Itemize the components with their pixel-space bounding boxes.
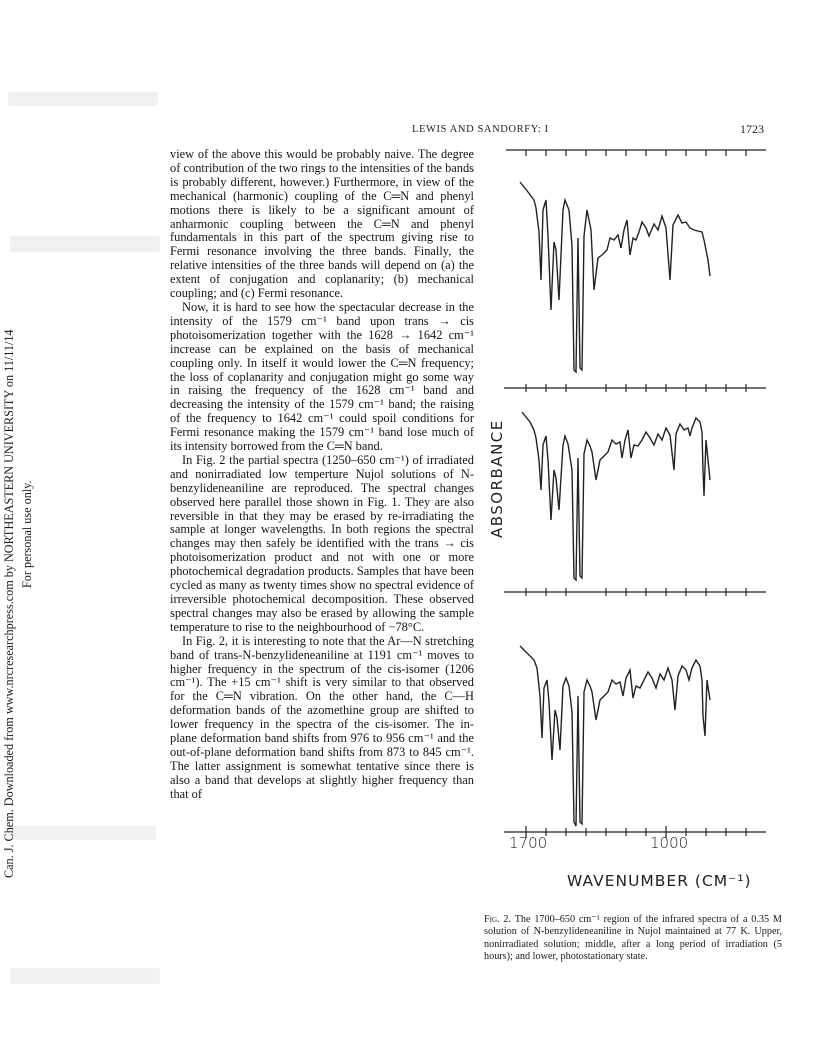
scan-smudge	[8, 826, 156, 840]
y-axis-label	[488, 419, 506, 539]
spectrum-upper-trace	[520, 182, 710, 372]
scan-smudge	[8, 92, 158, 106]
caption-figure-number: Fig. 2.	[484, 914, 512, 925]
paragraph: In Fig. 2, it is interesting to note that the Ar—N stretching band of trans-N-benzylideneaniline at 1191 cm⁻¹ moves to higher frequency in the spectrum of the cis-isomer (1206 cm⁻¹). The +15 cm⁻¹ shift is very similar to that observed for the C═N vibration. On the other hand, the C—H deformation bands of the azomethine group are shifted to lower frequency in the spectra of the cis-isomer. The in-plane deformation band shifts from 976 to 956 cm⁻¹ and the out-of-plane deformation band shifts from 873 to 845 cm⁻¹. The latter assignment is somewhat tentative since there is also a band that develops at slightly higher frequency than that of	[170, 633, 474, 801]
paragraph: view of the above this would be probably naive. The degree of contribution of the two rings to the intensities of the bands is probably different, however.) Furthermore, in view of the mechanical (harmonic) coupling of the C═N and phenyl motions there is likely to be a significant amount of anharmonic coupling between the C═N and phenyl fundamentals in this part of the spectrum giving rise to Fermi resonance involving the three bands. Finally, the relative intensities of the three bands will depend on (a) the extent of conjugation and coplanarity; (b) mechanical coupling; and (c) Fermi resonance.	[170, 147, 474, 301]
personal-use-notice: For personal use only.	[20, 480, 34, 588]
paragraph: Now, it is hard to see how the spectacular decrease in the intensity of the 1579 cm⁻¹ band upon trans → cis photoisomerization together with the 1628 → 1642 cm⁻¹ increase can be explained on the basis of mechanical coupling only. In itself it would lower the C═N frequency; the loss of coplanarity and conjugation might go some way in raising the frequency of the 1628 cm⁻¹ band and decreasing the intensity of the 1579 cm⁻¹ band; the raising of the frequency to 1642 cm⁻¹ could spoil conditions for Fermi resonance making the 1579 cm⁻¹ band lose much of its intensity borrowed from the C═N band.	[170, 299, 474, 454]
body-text-column	[170, 148, 474, 802]
spectra-plot	[484, 140, 784, 900]
download-notice	[2, 329, 34, 878]
x-axis-label: WAVENUMBER (CM⁻¹)	[567, 872, 752, 890]
paragraph: In Fig. 2 the partial spectra (1250–650 cm⁻¹) of irradiated and nonirradiated low temperture Nujol solutions of N-benzylideneaniline are reproduced. The spectral changes observed here parallel those shown in Fig. 1. They are also reversible in that they may be erased by re-irradiating the sample at longer wavelengths. In both regions the spectral changes may then safely be identified with the trans → cis photoisomerization product and not with one or more photochemical degradation products. Samples that have been cycled as many as twenty times show no spectral evidence of irreversible photochemical decomposition. These observed spectral changes may also be erased by allowing the sample temperature to rise to the neighbourhood of −78°C.	[170, 452, 474, 634]
scan-smudge	[10, 236, 160, 252]
scan-smudge	[10, 968, 160, 984]
top-axis-ticks	[526, 150, 746, 156]
download-notice-line: Can. J. Chem. Downloaded from www.nrcresearchpress.com by NORTHEASTERN UNIVERSITY on 11/11/14	[2, 329, 16, 878]
spectrum-lower-trace	[520, 646, 710, 826]
x-tick-label: 1000	[650, 834, 689, 852]
spectrum-middle-trace	[522, 412, 710, 580]
y-axis-label-text: ABSORBANCE	[488, 419, 506, 538]
ir-spectra-figure	[484, 140, 784, 900]
caption-text: The 1700–650 cm⁻¹ region of the infrared spectra of a 0.35 M solution of N-benzylideneaniline in Nujol maintained at 77 K. Upper, nonirradiated solution; middle, after a long period of irradiation (5 hours); and lower, photostationary state.	[484, 914, 782, 963]
page-number: 1723	[740, 122, 764, 136]
running-head: LEWIS AND SANDORFY: I	[412, 124, 549, 135]
figure-caption	[484, 914, 782, 964]
x-tick-label: 1700	[509, 834, 548, 852]
